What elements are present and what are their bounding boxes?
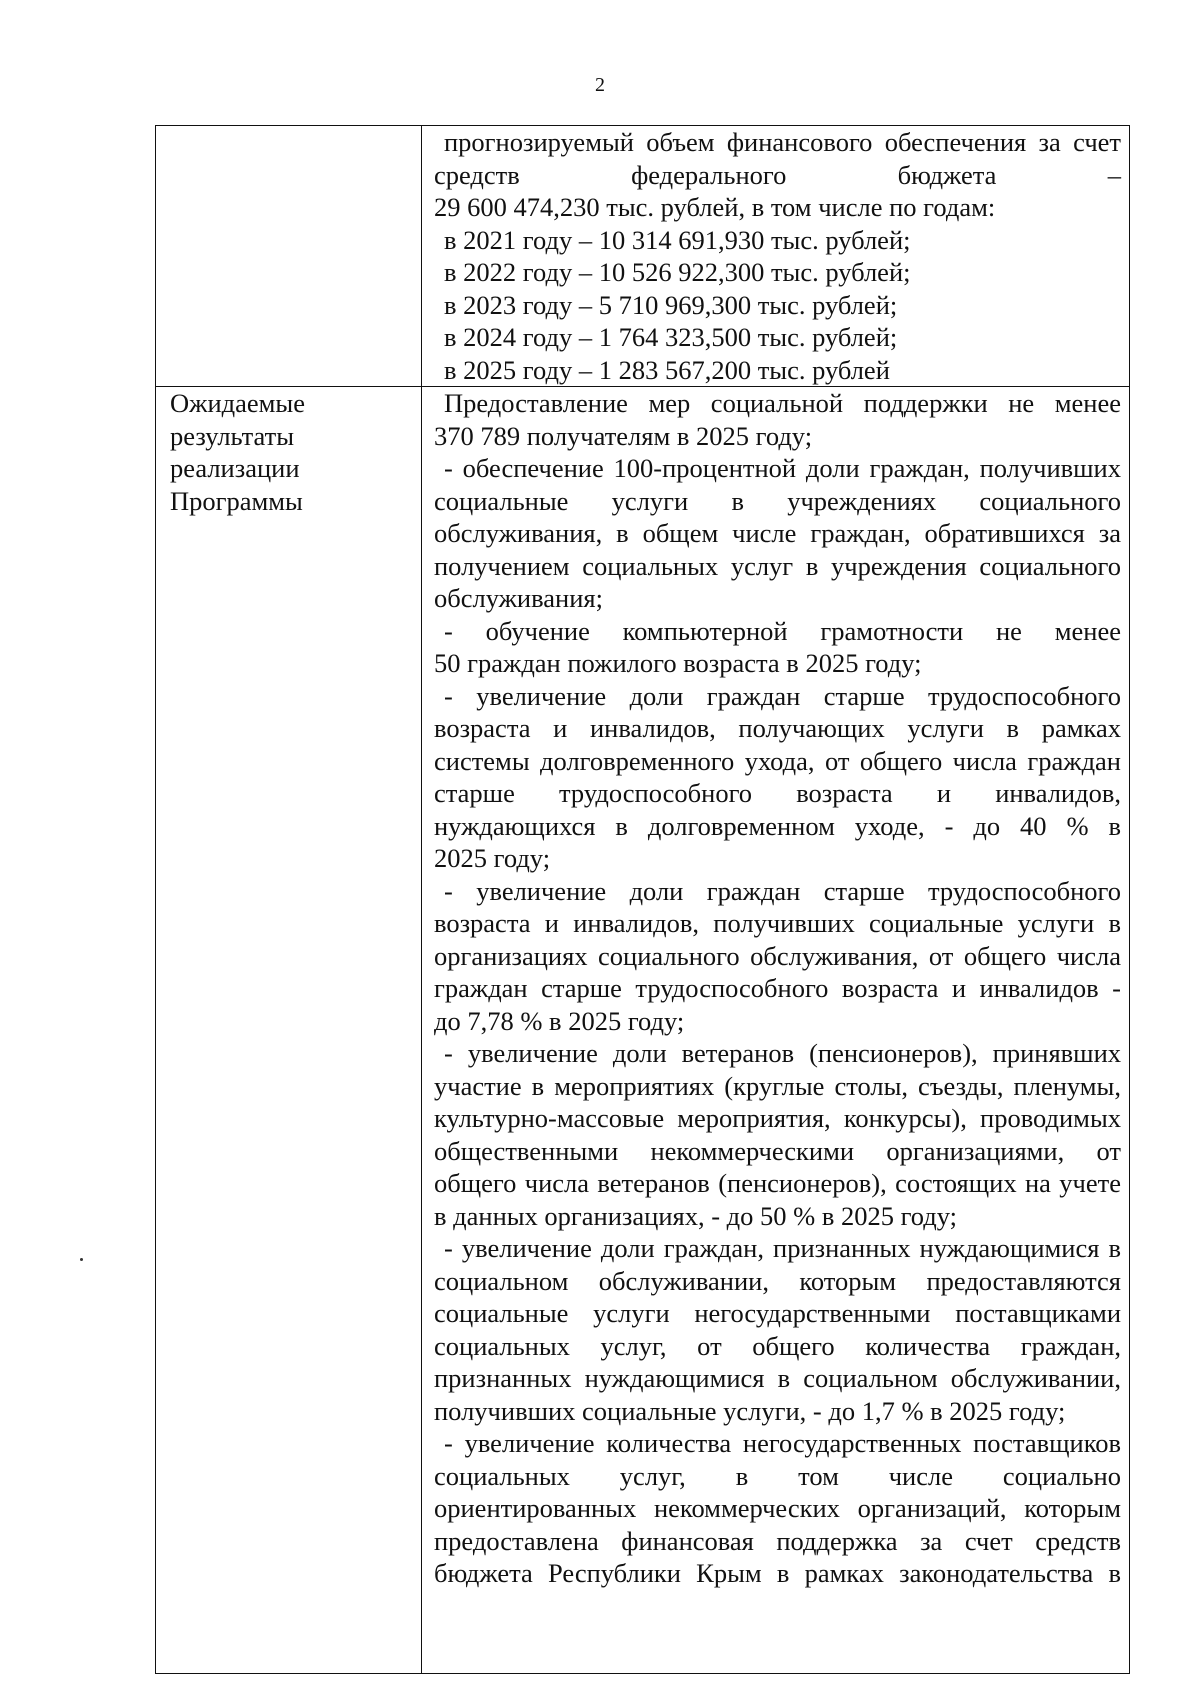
content-line: ориентированных некоммерческих организаций, которым bbox=[434, 1493, 1121, 1523]
program-passport-table bbox=[155, 125, 1130, 1674]
content-line: Предоставление мер социальной поддержки не менее bbox=[444, 388, 1121, 418]
content-line: организациях социального обслуживания, от общего числа bbox=[434, 940, 1121, 971]
page-number: 2 bbox=[595, 74, 605, 96]
content-line: получивших социальные услуги, - до 1,7 % в 2025 году; bbox=[434, 1395, 1066, 1426]
content-line: общественными некоммерческими организациями, от bbox=[434, 1135, 1121, 1166]
row-content-cell bbox=[422, 126, 1130, 387]
content-line: в 2025 году – 1 283 567,200 тыс. рублей bbox=[444, 354, 890, 385]
content-line: в 2024 году – 1 764 323,500 тыс. рублей; bbox=[444, 322, 898, 352]
content-line: - увеличение доли граждан старше трудоспособного bbox=[444, 875, 1121, 906]
row-label-line: результаты bbox=[170, 420, 294, 451]
content-line: до 7,78 % в 2025 году; bbox=[434, 1005, 685, 1036]
row-label-line: реализации bbox=[170, 453, 300, 483]
table-row bbox=[156, 387, 1130, 1674]
content-line: в 2022 году – 10 526 922,300 тыс. рублей; bbox=[444, 257, 911, 287]
content-line: 50 граждан пожилого возраста в 2025 году; bbox=[434, 648, 922, 678]
content-line: системы долговременного ухода, от общего числа граждан bbox=[434, 745, 1121, 776]
content-line: 370 789 получателям в 2025 году; bbox=[434, 420, 813, 451]
content-line: - обеспечение 100-процентной доли граждан, получивших bbox=[444, 453, 1121, 483]
content-line: 2025 году; bbox=[434, 843, 551, 873]
content-line: социальных услуг, в том числе социально bbox=[434, 1460, 1121, 1491]
scan-speck bbox=[80, 1258, 83, 1261]
content-line: обслуживания; bbox=[434, 583, 603, 613]
content-line: в данных организациях, - до 50 % в 2025 году; bbox=[434, 1200, 958, 1231]
content-line: обслуживания, в общем числе граждан, обратившихся за bbox=[434, 518, 1121, 548]
content-line: социальные услуги в учреждениях социального bbox=[434, 485, 1121, 516]
content-line: 29 600 474,230 тыс. рублей, в том числе по годам: bbox=[434, 192, 996, 222]
content-line: - увеличение доли ветеранов (пенсионеров), принявших bbox=[444, 1038, 1121, 1068]
content-line: социальные услуги негосударственными поставщиками bbox=[434, 1298, 1121, 1328]
content-line: средств федерального бюджета – bbox=[434, 159, 1121, 190]
row-label-cell bbox=[156, 126, 422, 387]
content-line: общего числа ветеранов (пенсионеров), состоящих на учете bbox=[434, 1168, 1121, 1198]
content-line: культурно-массовые мероприятия, конкурсы), проводимых bbox=[434, 1103, 1121, 1133]
content-line: - увеличение доли граждан, признанных нуждающимися в bbox=[444, 1233, 1121, 1263]
content-line: возраста и инвалидов, получающих услуги в рамках bbox=[434, 713, 1121, 743]
content-line: признанных нуждающимися в социальном обслуживании, bbox=[434, 1363, 1121, 1393]
content-line: - увеличение количества негосударственных поставщиков bbox=[444, 1428, 1121, 1458]
content-line: в 2023 году – 5 710 969,300 тыс. рублей; bbox=[444, 289, 898, 320]
content-line: предоставлена финансовая поддержка за счет средств bbox=[434, 1525, 1121, 1556]
content-line: в 2021 году – 10 314 691,930 тыс. рублей; bbox=[444, 224, 911, 255]
row-label-cell bbox=[156, 387, 422, 1674]
table-row bbox=[156, 126, 1130, 387]
content-line: - обучение компьютерной грамотности не менее bbox=[444, 615, 1121, 646]
content-line: - увеличение доли граждан старше трудоспособного bbox=[444, 680, 1121, 711]
row-content-cell bbox=[422, 387, 1130, 1674]
content-line: участие в мероприятиях (круглые столы, съезды, пленумы, bbox=[434, 1070, 1121, 1101]
content-line: социальных услуг, от общего количества граждан, bbox=[434, 1330, 1121, 1361]
row-label-line: Программы bbox=[170, 485, 303, 516]
content-line: старше трудоспособного возраста и инвалидов, bbox=[434, 778, 1121, 808]
content-line: прогнозируемый объем финансового обеспечения за счет bbox=[444, 127, 1121, 157]
content-line: получением социальных услуг в учреждения социального bbox=[434, 550, 1121, 581]
content-line: социальном обслуживании, которым предоставляются bbox=[434, 1265, 1121, 1296]
content-line: нуждающихся в долговременном уходе, - до 40 % в bbox=[434, 810, 1121, 841]
content-line: бюджета Республики Крым в рамках законодательства в bbox=[434, 1558, 1121, 1588]
content-line: граждан старше трудоспособного возраста и инвалидов - bbox=[434, 973, 1121, 1003]
row-label-line: Ожидаемые bbox=[170, 388, 305, 418]
content-line: возраста и инвалидов, получивших социальные услуги в bbox=[434, 908, 1121, 938]
